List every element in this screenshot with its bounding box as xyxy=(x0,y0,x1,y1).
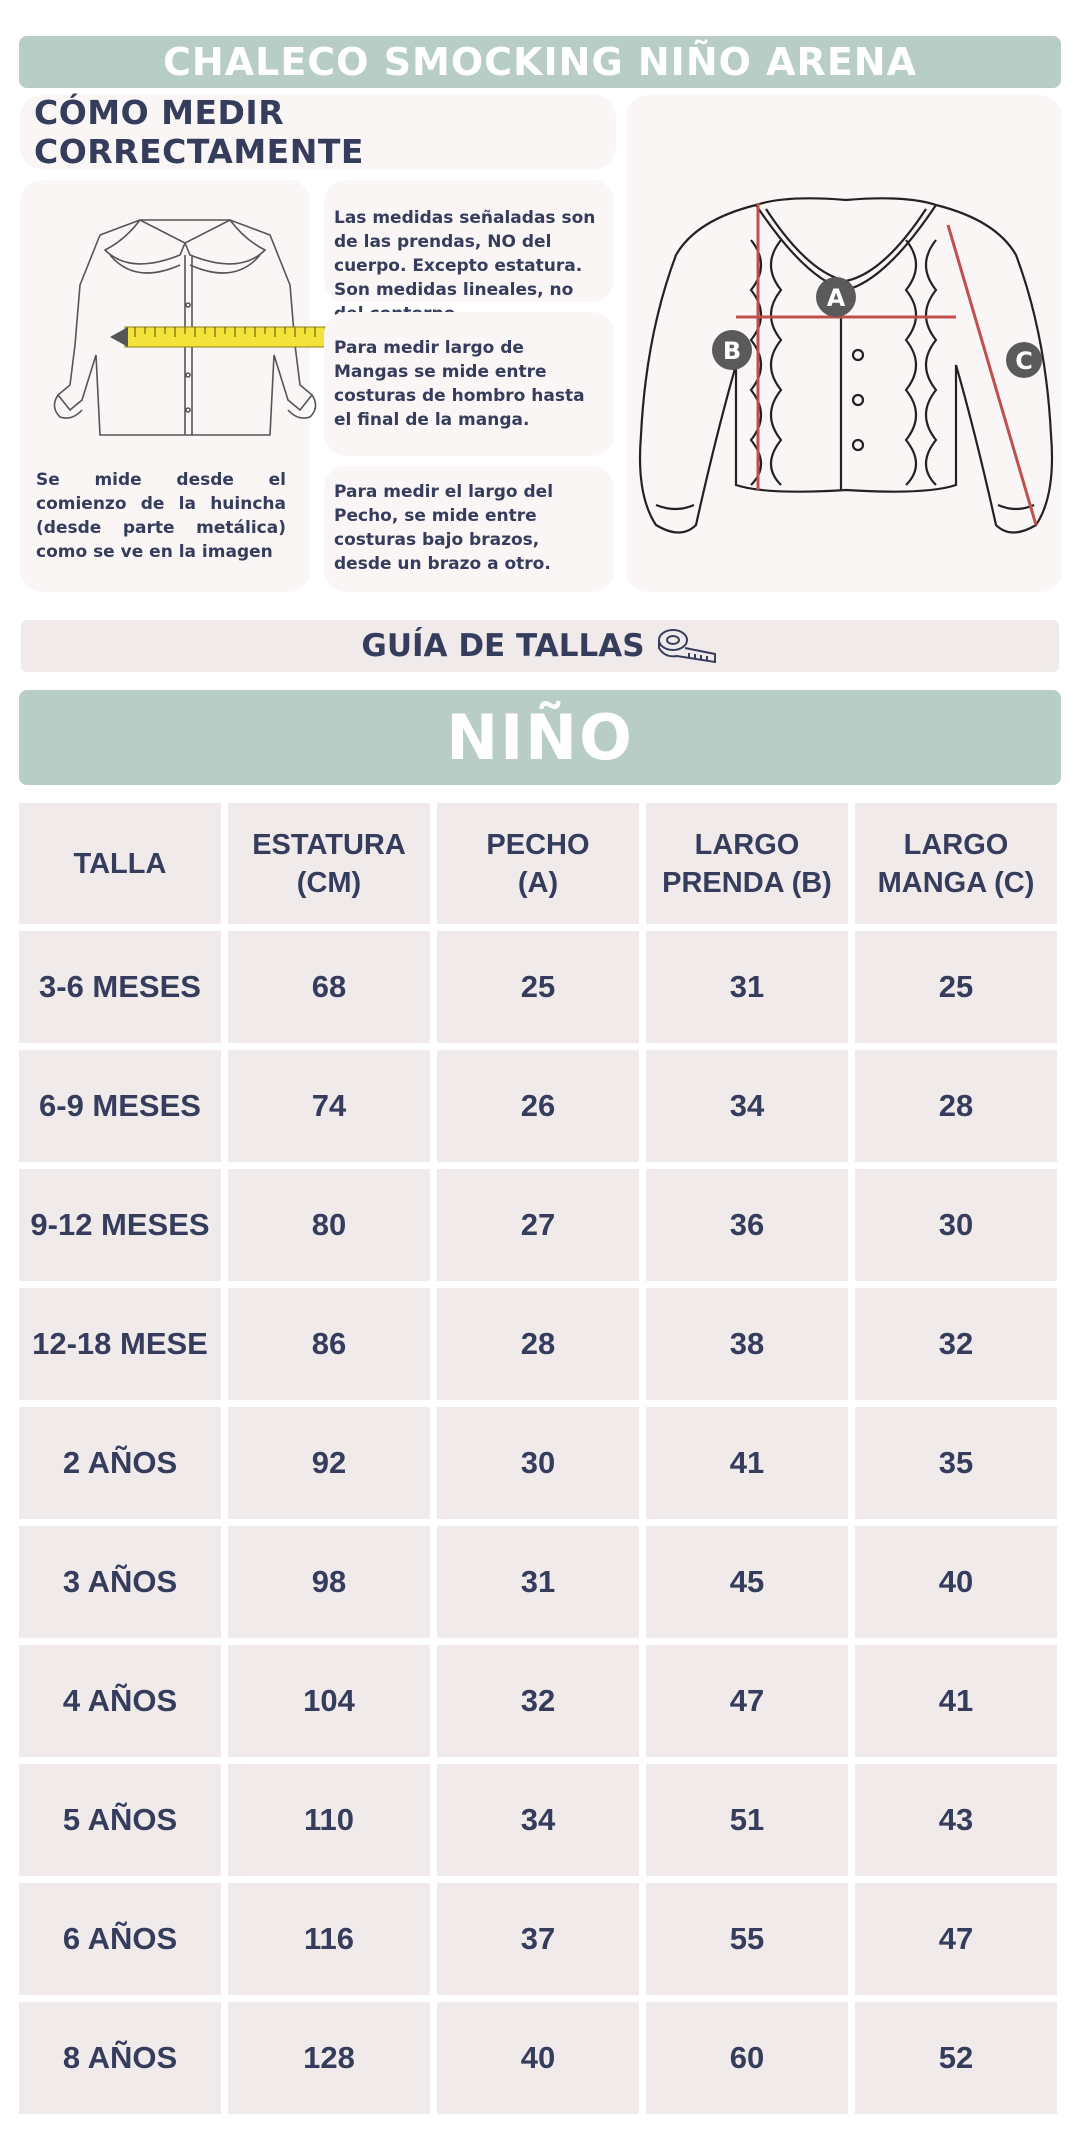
tape-instructions: Se mide desde el comienzo de la huincha (desde parte metálica) como se ve en la imagen xyxy=(36,470,286,562)
table-header-cell xyxy=(19,803,221,924)
table-value-cell: 68 xyxy=(228,931,430,1043)
table-header-line: LARGO xyxy=(903,828,1009,861)
label-b: B xyxy=(722,337,742,365)
table-size-cell: 2 AÑOS xyxy=(19,1407,221,1519)
table-value-cell: 110 xyxy=(228,1764,430,1876)
table-value-cell: 27 xyxy=(437,1169,639,1281)
product-title: CHALECO SMOCKING NIÑO ARENA xyxy=(163,40,917,84)
label-c: C xyxy=(1015,347,1033,375)
note-card-chest xyxy=(324,466,614,592)
table-value-cell: 41 xyxy=(855,1645,1057,1757)
section-banner xyxy=(19,690,1061,785)
table-header-cell xyxy=(228,803,430,924)
table-size-cell: 3-6 MESES xyxy=(19,931,221,1043)
size-guide-title: GUÍA DE TALLAS xyxy=(361,628,645,664)
table-size-cell: 12-18 MESE xyxy=(19,1288,221,1400)
table-value-cell: 36 xyxy=(646,1169,848,1281)
table-header-line: ESTATURA xyxy=(252,828,406,861)
table-value-cell: 45 xyxy=(646,1526,848,1638)
table-value-cell: 52 xyxy=(855,2002,1057,2114)
table-value-cell: 128 xyxy=(228,2002,430,2114)
shirt-with-tape-icon xyxy=(30,195,340,455)
section-title: NIÑO xyxy=(446,701,634,774)
table-size-cell: 6-9 MESES xyxy=(19,1050,221,1162)
table-value-cell: 86 xyxy=(228,1288,430,1400)
table-value-cell: 38 xyxy=(646,1288,848,1400)
measuring-tape-icon xyxy=(655,624,719,668)
table-value-cell: 28 xyxy=(437,1288,639,1400)
table-value-cell: 43 xyxy=(855,1764,1057,1876)
table-value-cell: 60 xyxy=(646,2002,848,2114)
table-value-cell: 98 xyxy=(228,1526,430,1638)
table-header-line: TALLA xyxy=(73,847,167,880)
table-size-cell: 3 AÑOS xyxy=(19,1526,221,1638)
size-table xyxy=(19,803,1061,2121)
note-card-sleeves xyxy=(324,312,614,456)
table-value-cell: 34 xyxy=(437,1764,639,1876)
table-value-cell: 34 xyxy=(646,1050,848,1162)
how-to-measure-title: CÓMO MEDIR CORRECTAMENTE xyxy=(34,93,364,171)
table-header-line: LARGO xyxy=(694,828,800,861)
label-a: A xyxy=(826,284,846,312)
table-value-cell: 80 xyxy=(228,1169,430,1281)
table-size-cell: 5 AÑOS xyxy=(19,1764,221,1876)
table-header-line: PRENDA (B) xyxy=(662,866,832,899)
table-value-cell: 51 xyxy=(646,1764,848,1876)
table-value-cell: 32 xyxy=(855,1288,1057,1400)
table-value-cell: 31 xyxy=(437,1526,639,1638)
table-value-cell: 30 xyxy=(855,1169,1057,1281)
table-header-line: MANGA (C) xyxy=(877,866,1035,899)
how-to-measure-heading xyxy=(20,95,616,169)
note-sleeves-text: Para medir largo de Mangas se mide entre costuras de hombro hasta el final de la manga. xyxy=(334,338,585,430)
note-card-measurements xyxy=(324,180,614,302)
title-banner xyxy=(19,36,1061,88)
table-value-cell: 37 xyxy=(437,1883,639,1995)
table-size-cell: 4 AÑOS xyxy=(19,1645,221,1757)
table-size-cell: 8 AÑOS xyxy=(19,2002,221,2114)
table-header-cell xyxy=(646,803,848,924)
note-chest-text: Para medir el largo del Pecho, se mide entre costuras bajo brazos, desde un brazo a otro. xyxy=(334,482,554,574)
table-value-cell: 25 xyxy=(437,931,639,1043)
table-value-cell: 74 xyxy=(228,1050,430,1162)
table-header-cell xyxy=(437,803,639,924)
table-value-cell: 28 xyxy=(855,1050,1057,1162)
table-value-cell: 41 xyxy=(646,1407,848,1519)
note-measurements-text: Las medidas señaladas son de las prendas, NO del cuerpo. Excepto estatura. Son medidas lineales, no xyxy=(334,208,596,300)
shirt-illustration-panel xyxy=(20,180,310,592)
table-header-line: (CM) xyxy=(296,866,362,899)
table-value-cell: 40 xyxy=(437,2002,639,2114)
table-value-cell: 104 xyxy=(228,1645,430,1757)
table-header-cell xyxy=(855,803,1057,924)
size-guide-banner xyxy=(21,620,1059,672)
table-value-cell: 32 xyxy=(437,1645,639,1757)
cardigan-measure-icon xyxy=(636,195,1056,545)
table-value-cell: 25 xyxy=(855,931,1057,1043)
table-size-cell: 6 AÑOS xyxy=(19,1883,221,1995)
table-value-cell: 40 xyxy=(855,1526,1057,1638)
table-value-cell: 35 xyxy=(855,1407,1057,1519)
table-value-cell: 31 xyxy=(646,931,848,1043)
table-header-line: PECHO xyxy=(486,828,590,861)
table-value-cell: 26 xyxy=(437,1050,639,1162)
table-value-cell: 55 xyxy=(646,1883,848,1995)
table-value-cell: 116 xyxy=(228,1883,430,1995)
table-value-cell: 30 xyxy=(437,1407,639,1519)
table-size-cell: 9-12 MESES xyxy=(19,1169,221,1281)
table-value-cell: 47 xyxy=(646,1645,848,1757)
table-value-cell: 47 xyxy=(855,1883,1057,1995)
table-value-cell: 92 xyxy=(228,1407,430,1519)
table-header-line: (A) xyxy=(517,866,559,899)
cardigan-illustration-panel xyxy=(626,95,1062,592)
